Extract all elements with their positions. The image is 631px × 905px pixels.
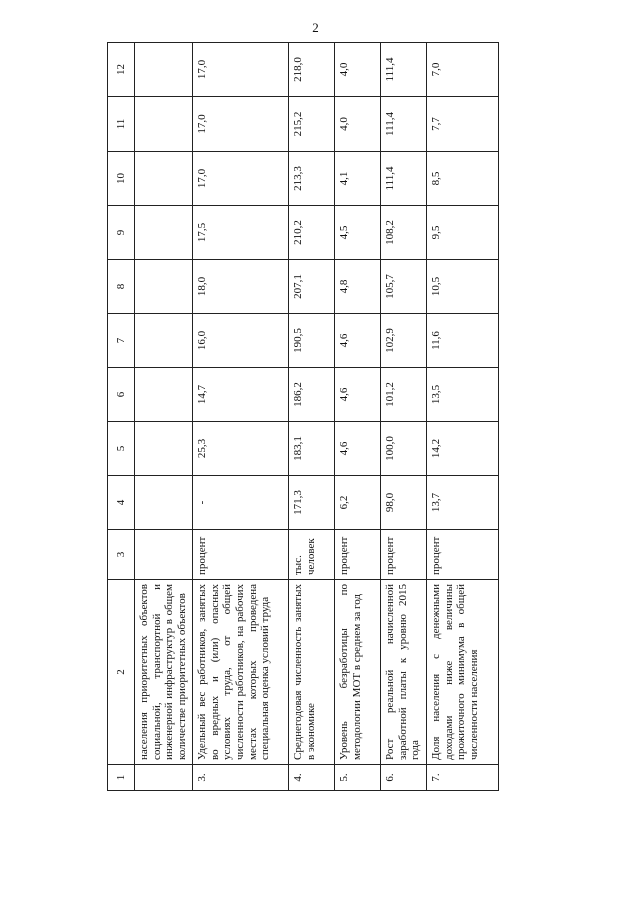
value-cell: 4,5 bbox=[335, 206, 381, 260]
value-cell bbox=[135, 97, 193, 152]
value-cell: 25,3 bbox=[193, 422, 289, 476]
value-cell: 6,2 bbox=[335, 476, 381, 530]
column-number: 8 bbox=[108, 260, 135, 314]
value-cell: 4,6 bbox=[335, 422, 381, 476]
value-cell: 16,0 bbox=[193, 314, 289, 368]
value-cell: 108,2 bbox=[381, 206, 427, 260]
rotated-table-wrapper bbox=[107, 43, 491, 791]
value-cell bbox=[135, 314, 193, 368]
value-cell: 111,4 bbox=[381, 152, 427, 206]
value-cell: 18,0 bbox=[193, 260, 289, 314]
value-cell: 14,7 bbox=[193, 368, 289, 422]
value-cell bbox=[135, 260, 193, 314]
value-cell: 7,7 bbox=[427, 97, 499, 152]
unit-cell: процент bbox=[381, 530, 427, 580]
value-cell: 102,9 bbox=[381, 314, 427, 368]
unit-cell: тыс. человек bbox=[289, 530, 335, 580]
value-cell: 11,6 bbox=[427, 314, 499, 368]
row-number: 7. bbox=[427, 765, 499, 791]
table-row bbox=[135, 43, 193, 791]
value-cell: 9,5 bbox=[427, 206, 499, 260]
value-cell: 100,0 bbox=[381, 422, 427, 476]
value-cell: 215,2 bbox=[289, 97, 335, 152]
value-cell: 111,4 bbox=[381, 97, 427, 152]
value-cell: 183,1 bbox=[289, 422, 335, 476]
column-number: 2 bbox=[108, 580, 135, 765]
value-cell: 186,2 bbox=[289, 368, 335, 422]
value-cell: 98,0 bbox=[381, 476, 427, 530]
value-cell bbox=[135, 152, 193, 206]
value-cell: 210,2 bbox=[289, 206, 335, 260]
unit-cell bbox=[135, 530, 193, 580]
column-number: 1 bbox=[108, 765, 135, 791]
value-cell: 10,5 bbox=[427, 260, 499, 314]
indicator-name: Среднегодовая численность занятых в экономике bbox=[289, 580, 335, 765]
value-cell: 17,0 bbox=[193, 152, 289, 206]
value-cell: 213,3 bbox=[289, 152, 335, 206]
value-cell bbox=[135, 368, 193, 422]
value-cell: 207,1 bbox=[289, 260, 335, 314]
column-number: 9 bbox=[108, 206, 135, 260]
table-row bbox=[335, 43, 381, 791]
value-cell: 13,5 bbox=[427, 368, 499, 422]
indicators-table bbox=[107, 42, 499, 791]
value-cell: 4,6 bbox=[335, 314, 381, 368]
value-cell bbox=[135, 476, 193, 530]
column-number-row bbox=[108, 43, 135, 791]
value-cell bbox=[135, 43, 193, 97]
value-cell: 218,0 bbox=[289, 43, 335, 97]
table-body bbox=[108, 43, 499, 791]
column-number: 7 bbox=[108, 314, 135, 368]
row-number bbox=[135, 765, 193, 791]
row-number: 6. bbox=[381, 765, 427, 791]
value-cell bbox=[135, 422, 193, 476]
value-cell: 105,7 bbox=[381, 260, 427, 314]
value-cell: 17,0 bbox=[193, 97, 289, 152]
column-number: 11 bbox=[108, 97, 135, 152]
indicator-name: населения приоритетных объектов социальной, транспортной и инженерной инфраструктур в общем количестве приоритетных объектов bbox=[135, 580, 193, 765]
column-number: 12 bbox=[108, 43, 135, 97]
value-cell: 4,0 bbox=[335, 43, 381, 97]
value-cell bbox=[135, 206, 193, 260]
unit-cell: процент bbox=[335, 530, 381, 580]
indicator-name: Доля населения с денежными доходами ниже величины прожиточного минимума в общей численности населения bbox=[427, 580, 499, 765]
value-cell: 4,1 bbox=[335, 152, 381, 206]
row-number: 3. bbox=[193, 765, 289, 791]
table-row bbox=[193, 43, 289, 791]
table-row bbox=[289, 43, 335, 791]
indicator-name: Уровень безработицы по методологии МОТ в среднем за год bbox=[335, 580, 381, 765]
indicator-name: Рост реальной начисленной заработной платы к уровню 2015 года bbox=[381, 580, 427, 765]
table-row bbox=[381, 43, 427, 791]
value-cell: 190,5 bbox=[289, 314, 335, 368]
unit-cell: процент bbox=[427, 530, 499, 580]
value-cell: 4,6 bbox=[335, 368, 381, 422]
row-number: 4. bbox=[289, 765, 335, 791]
value-cell: 14,2 bbox=[427, 422, 499, 476]
value-cell: 13,7 bbox=[427, 476, 499, 530]
value-cell: - bbox=[193, 476, 289, 530]
value-cell: 4,0 bbox=[335, 97, 381, 152]
page-number: 2 bbox=[312, 20, 319, 35]
value-cell: 17,0 bbox=[193, 43, 289, 97]
value-cell: 17,5 bbox=[193, 206, 289, 260]
value-cell: 111,4 bbox=[381, 43, 427, 97]
unit-cell: процент bbox=[193, 530, 289, 580]
column-number: 6 bbox=[108, 368, 135, 422]
column-number: 5 bbox=[108, 422, 135, 476]
table-row bbox=[427, 43, 499, 791]
value-cell: 101,2 bbox=[381, 368, 427, 422]
value-cell: 7,0 bbox=[427, 43, 499, 97]
indicator-name: Удельный вес работников, занятых во вредных и (или) опасных условиях труда, от общей численности работников, на рабочих местах которых проведена специальная оценка условий труда bbox=[193, 580, 289, 765]
column-number: 10 bbox=[108, 152, 135, 206]
value-cell: 4,8 bbox=[335, 260, 381, 314]
column-number: 3 bbox=[108, 530, 135, 580]
column-number: 4 bbox=[108, 476, 135, 530]
value-cell: 171,3 bbox=[289, 476, 335, 530]
value-cell: 8,5 bbox=[427, 152, 499, 206]
row-number: 5. bbox=[335, 765, 381, 791]
